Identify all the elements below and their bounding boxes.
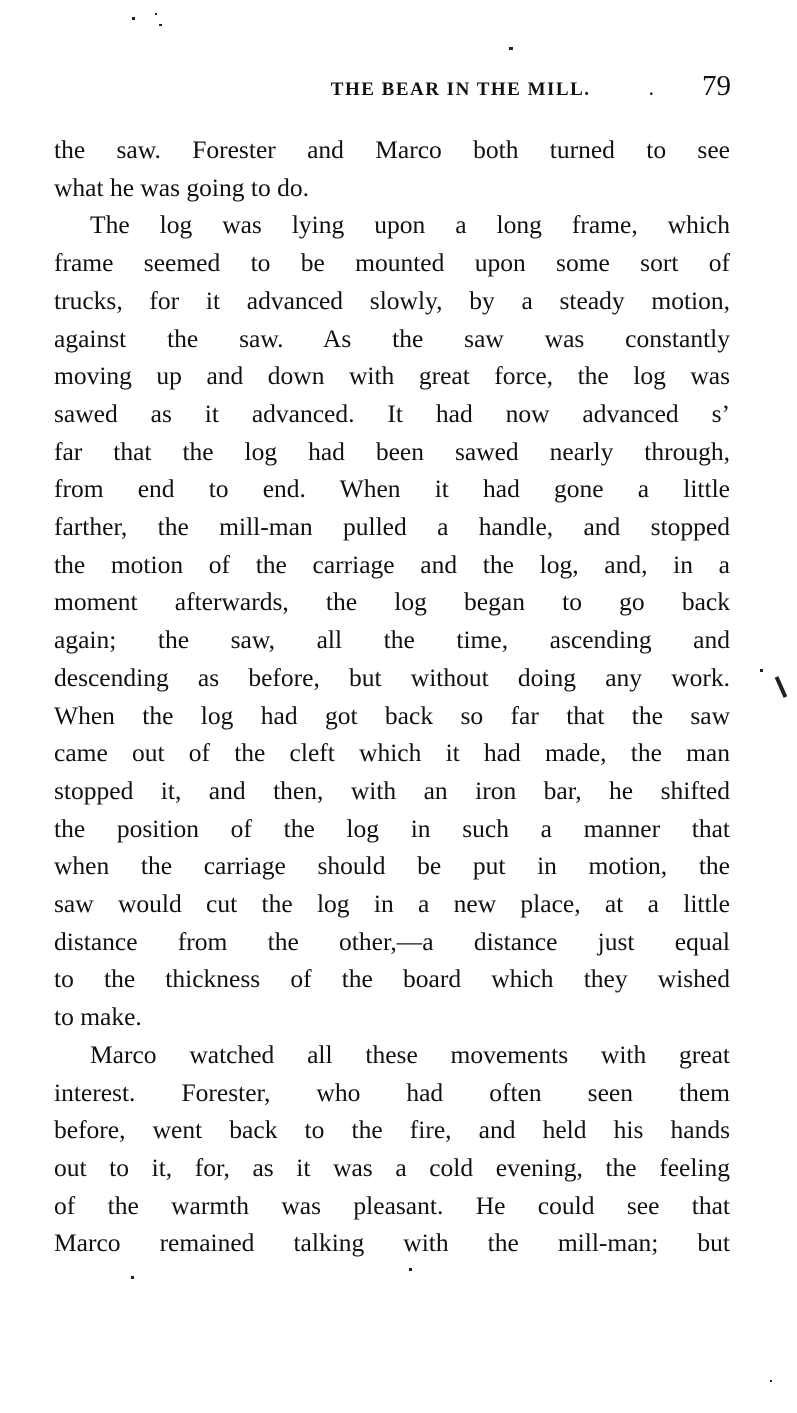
text-line: what he was going to do. bbox=[54, 172, 309, 202]
text-line: to the thickness of the board which they wished bbox=[54, 964, 730, 994]
text-line: to make. bbox=[54, 1002, 142, 1032]
text-line: Marco remained talking with the mill-man; but bbox=[54, 1228, 730, 1258]
page-number: 79 bbox=[702, 70, 731, 102]
text-line: against the saw. As the saw was constantly bbox=[54, 323, 730, 353]
text-line: Marco watched all these movements with great bbox=[90, 1039, 730, 1069]
text-line: moving up and down with great force, the log was bbox=[54, 361, 730, 391]
text-line: again; the saw, all the time, ascending and bbox=[54, 625, 730, 655]
text-line: came out of the cleft which it had made, the man bbox=[54, 738, 730, 768]
text-line: moment afterwards, the log began to go back bbox=[54, 587, 730, 617]
text-line: descending as before, but without doing any work. bbox=[54, 662, 730, 692]
text-line: the saw. Forester and Marco both turned to see bbox=[54, 135, 730, 164]
running-title: THE BEAR IN THE MILL. bbox=[330, 79, 591, 100]
text-line: before, went back to the fire, and held his hands bbox=[54, 1115, 730, 1145]
text-line: out to it, for, as it was a cold evening, the feeling bbox=[54, 1152, 730, 1182]
text-line: When the log had got back so far that the saw bbox=[54, 700, 730, 730]
text-line: trucks, for it advanced slowly, by a steady motion, bbox=[54, 285, 730, 315]
text-line: The log was lying upon a long frame, which bbox=[90, 210, 730, 240]
header-separator: . bbox=[648, 75, 654, 100]
text-line: sawed as it advanced. It had now advanced s’ bbox=[54, 398, 730, 428]
scan-speck bbox=[132, 17, 135, 20]
body-text bbox=[54, 131, 730, 1262]
scan-speck bbox=[155, 13, 157, 15]
text-line: distance from the other,—a distance just equal bbox=[54, 926, 730, 956]
text-line: when the carriage should be put in motion, the bbox=[54, 851, 730, 881]
text-line: interest. Forester, who had often seen them bbox=[54, 1077, 730, 1107]
text-line: the motion of the carriage and the log, and, in a bbox=[54, 549, 730, 579]
text-line: saw would cut the log in a new place, at a little bbox=[54, 889, 730, 919]
scan-speck bbox=[409, 1268, 412, 1271]
text-line: farther, the mill-man pulled a handle, and stopped bbox=[54, 512, 730, 542]
text-line: stopped it, and then, with an iron bar, he shifted bbox=[54, 775, 730, 805]
text-line: from end to end. When it had gone a little bbox=[54, 474, 730, 504]
ink-mark bbox=[775, 676, 788, 698]
text-line: frame seemed to be mounted upon some sort of bbox=[54, 248, 730, 278]
scan-speck bbox=[770, 1380, 772, 1382]
scan-speck bbox=[159, 24, 162, 26]
scan-speck bbox=[131, 1276, 134, 1279]
scan-speck bbox=[509, 47, 513, 50]
text-line: of the warmth was pleasant. He could see that bbox=[54, 1190, 730, 1220]
running-head bbox=[54, 70, 731, 106]
scan-speck bbox=[760, 669, 763, 672]
text-line: far that the log had been sawed nearly through, bbox=[54, 436, 730, 466]
text-line: the position of the log in such a manner that bbox=[54, 813, 730, 843]
